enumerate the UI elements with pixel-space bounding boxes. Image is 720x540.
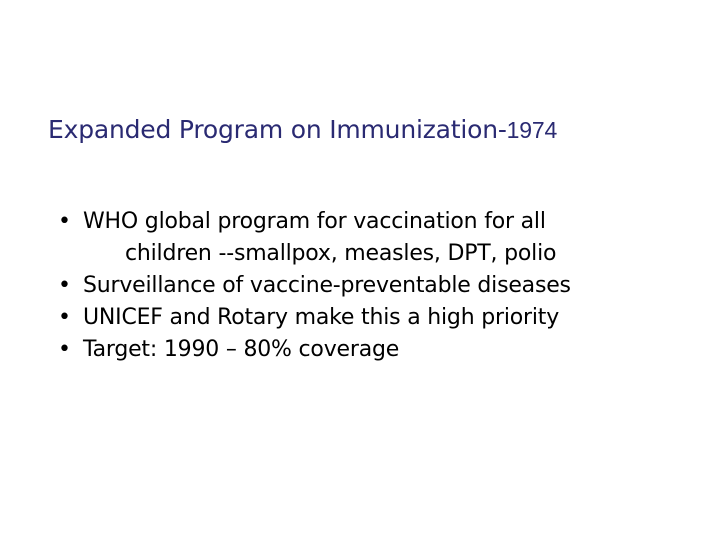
slide-title-year: 1974 <box>506 117 558 143</box>
bullet-text-line: children --smallpox, measles, DPT, polio <box>125 241 557 266</box>
bullet-item-unicef-rotary <box>58 302 698 334</box>
bullet-dot-icon: • <box>58 273 71 298</box>
bullet-dot-icon: • <box>58 209 71 234</box>
bullet-item-target <box>58 334 698 366</box>
bullet-text-line: UNICEF and Rotary make this a high priority <box>83 305 560 330</box>
bullet-dot-icon: • <box>58 337 71 362</box>
bullet-item-surveillance <box>58 270 698 302</box>
bullet-text-line: Surveillance of vaccine-preventable diseases <box>83 273 571 298</box>
slide-title <box>48 112 688 148</box>
bullet-text-line: WHO global program for vaccination for all <box>83 209 546 234</box>
slide-title-text: Expanded Program on Immunization- <box>48 115 507 144</box>
bullet-list <box>58 206 698 366</box>
bullet-dot-icon: • <box>58 305 71 330</box>
bullet-item-who-program <box>58 206 698 270</box>
bullet-text-line: Target: 1990 – 80% coverage <box>83 337 400 362</box>
